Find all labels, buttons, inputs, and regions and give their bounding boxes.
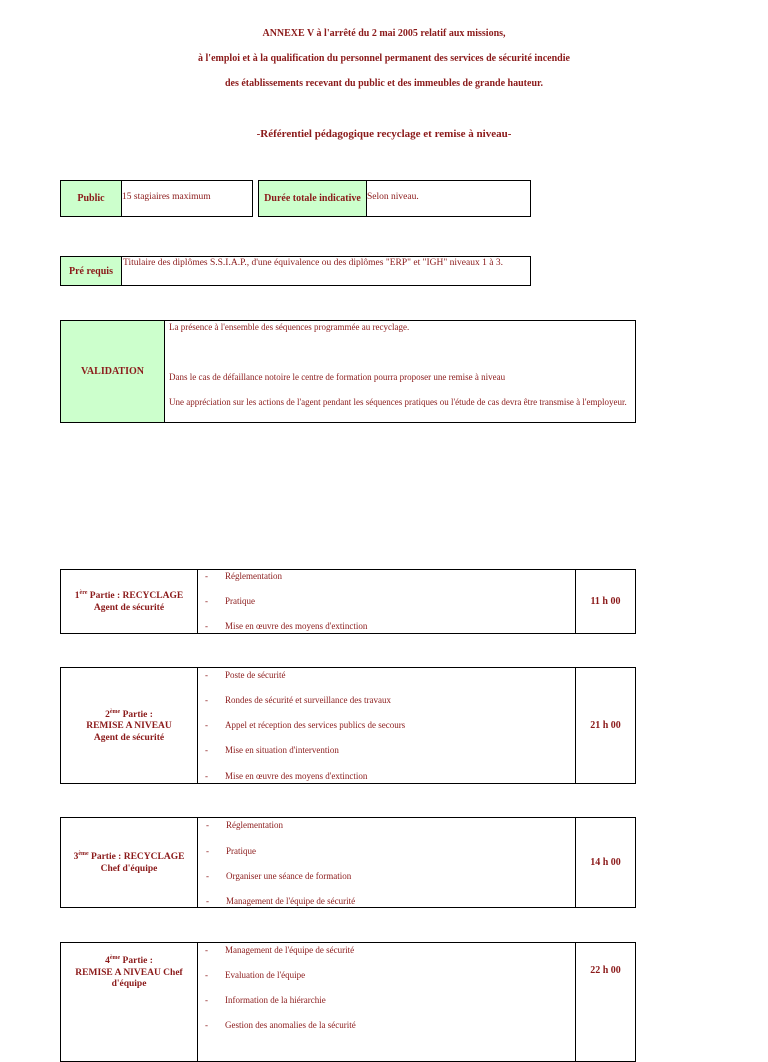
- public-label: Public: [60, 180, 122, 217]
- part-2-hours: 21 h 00: [575, 667, 636, 784]
- document-subtitle: -Référentiel pédagogique recyclage et remise à niveau-: [256, 128, 512, 140]
- prerequis-label: Pré requis: [60, 256, 122, 286]
- duree-label: Durée totale indicative: [258, 180, 367, 217]
- part-3-title: 3ème Partie : RECYCLAGE Chef d'équipe: [60, 817, 198, 908]
- validation-label: VALIDATION: [60, 320, 165, 423]
- part-1-title: 1ère Partie : RECYCLAGE Agent de sécurité: [60, 569, 198, 634]
- header-line-3: des établissements recevant du public et des immeubles de grande hauteur.: [224, 78, 544, 89]
- part-2-items: - Poste de sécurité - Rondes de sécurité et surveillance des travaux - Appel et réception des services publics de secours - Mise en situation d'intervention - Mise en œuvre des moyens d'extinction: [197, 667, 576, 784]
- part-4-hours: 22 h 00: [575, 942, 636, 1062]
- prerequis-value: Titulaire des diplômes S.S.I.A.P., d'une équivalence ou des diplômes "ERP" et "IGH" niveaux 1 à 3.: [121, 256, 531, 286]
- duree-value: Selon niveau.: [366, 180, 531, 217]
- header-line-1: ANNEXE V à l'arrêté du 2 mai 2005 relatif aux missions,: [262, 28, 506, 39]
- validation-paragraph-3: Une appréciation sur les actions de l'agent pendant les séquences pratiques ou l'étude de cas devra être transmise à l'employeur.: [169, 397, 627, 407]
- validation-content: [164, 320, 636, 423]
- header-line-2: à l'emploi et à la qualification du personnel permanent des services de sécurité incendie: [198, 53, 570, 64]
- part-4-title: 4ème Partie : REMISE A NIVEAU Chef d'équipe: [60, 942, 198, 1062]
- part-4-items: - Management de l'équipe de sécurité - Evaluation de l'équipe - Information de la hiérarchie - Gestion des anomalies de la sécurité: [197, 942, 576, 1062]
- part-1-items: - Réglementation - Pratique - Mise en œuvre des moyens d'extinction: [197, 569, 576, 634]
- public-value: 15 stagiaires maximum: [121, 180, 253, 217]
- part-1-hours: 11 h 00: [575, 569, 636, 634]
- part-3-hours: 14 h 00: [575, 817, 636, 908]
- validation-paragraph-2: Dans le cas de défaillance notoire le centre de formation pourra proposer une remise à niveau: [169, 372, 506, 382]
- part-2-title: 2ème Partie : REMISE A NIVEAU Agent de sécurité: [60, 667, 198, 784]
- part-3-items: - Réglementation - Pratique - Organiser une séance de formation - Management de l'équipe de sécurité: [197, 817, 576, 908]
- validation-paragraph-1: La présence à l'ensemble des séquences programmée au recyclage.: [169, 322, 410, 332]
